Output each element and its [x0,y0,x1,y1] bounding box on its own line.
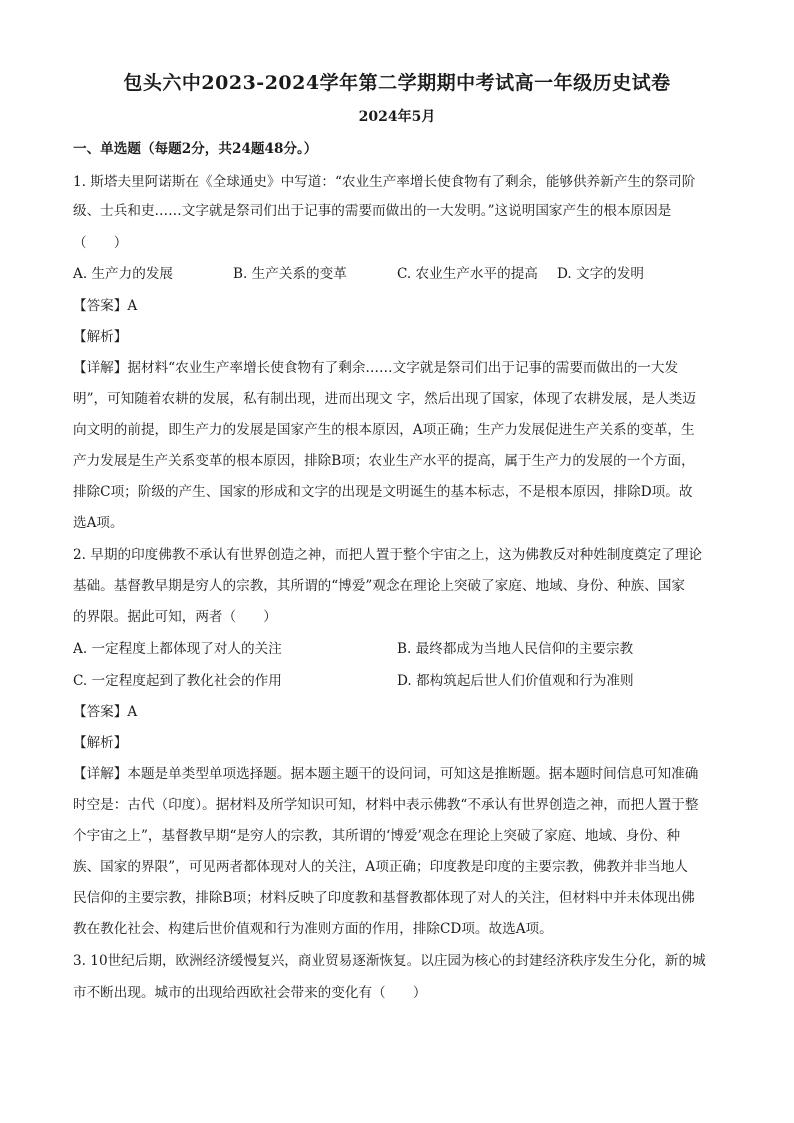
q2-stem-line-1: 2. 早期的印度佛教不承认有世界创造之神，而把人置于整个宇宙之上，这为佛教反对种姓制度奠定了理论 [73,547,703,563]
q1-option-a: A. 生产力的发展 [73,266,174,282]
q2-detail-line-4: 族、国家的界限”，可见两者都体现对人的关注，A项正确；印度教是印度的主要宗教，佛教并非当地人 [73,859,688,875]
q1-detail-line-6: 选A项。 [73,515,124,531]
q3-stem-line-2: 市不断出现。城市的出现给西欧社会带来的变化有（ ） [73,985,427,1001]
q2-stem-line-3: 的界限。据此可知，两者（ ） [73,609,277,625]
exam-title: 包头六中2023-2024学年第二学期期中考试高一年级历史试卷 [123,72,671,94]
q1-option-b: B. 生产关系的变革 [233,266,347,282]
q1-option-d: D. 文字的发明 [557,266,645,282]
q2-answer: 【答案】A [73,704,138,720]
q3-stem-line-1: 3. 10世纪后期，欧洲经济缓慢复兴，商业贸易逐渐恢复。以庄园为核心的封建经济秩序发生分化，新的城 [73,953,706,969]
q2-option-b: B. 最终都成为当地人民信仰的主要宗教 [397,641,634,657]
q1-detail-line-1: 【详解】据材料“农业生产率增长使食物有了剩余……文字就是祭司们出于记事的需要而做出的一大发 [73,360,679,376]
q2-option-c: C. 一定程度起到了教化社会的作用 [73,673,282,689]
q1-detail-line-3: 向文明的前提，即生产力的发展是国家产生的根本原因，A项正确；生产力发展促进生产关系的变革，生 [73,422,695,438]
exam-date: 2024年5月 [358,109,436,125]
q2-analysis-label: 【解析】 [73,735,128,751]
q1-option-c: C. 农业生产水平的提高 [397,266,538,282]
q1-answer: 【答案】A [73,298,138,314]
q2-detail-line-3: 个宇宙之上”，基督教早期“是穷人的宗教，其所谓的‘博爱’观念在理论上突破了家庭、地域、身份、种 [73,828,681,844]
q2-detail-line-1: 【详解】本题是单类型单项选择题。据本题主题干的设问词，可知这是推断题。据本题时间信息可知准确 [73,766,699,782]
q1-detail-line-5: 排除C项；阶级的产生、国家的形成和文字的出现是文明诞生的基本标志，不是根本原因，排除D项。故 [73,484,693,500]
q2-detail-line-6: 教在教化社会、构建后世价值观和行为准则方面的作用，排除CD项。故选A项。 [73,921,553,937]
q2-stem-line-2: 基础。基督教早期是穷人的宗教，其所谓的“博爱”观念在理论上突破了家庭、地域、身份、种族、国家 [73,578,686,594]
q1-detail-line-2: 明”，可知随着农耕的发展，私有制出现，进而出现文 字，然后出现了国家，体现了农耕发展，是人类迈 [73,391,696,407]
q2-option-a: A. 一定程度上都体现了对人的关注 [73,641,282,657]
q2-option-d: D. 都构筑起后世人们价值观和行为准则 [397,673,634,689]
q2-detail-line-2: 时空是：古代（印度）。据材料及所学知识可知，材料中表示佛教“不承认有世界创造之神，而把人置于整 [73,797,699,813]
q1-analysis-label: 【解析】 [73,329,128,345]
section-heading: 一、单选题（每题2分，共24题48分。） [73,141,318,157]
q2-detail-line-5: 民信仰的主要宗教，排除B项；材料反映了印度教和基督教都体现了对人的关注，但材料中并未体现出佛 [73,890,695,906]
q1-stem-line-3: （ ） [73,235,128,251]
q1-detail-line-4: 产力发展是生产关系变革的根本原因，排除B项；农业生产水平的提高，属于生产力的发展的一个方面， [73,453,695,469]
q1-stem-line-1: 1. 斯塔夫里阿诺斯在《全球通史》中写道：“农业生产率增长使食物有了剩余，能够供养新产生的祭司阶 [73,174,696,190]
q1-stem-line-2: 级、士兵和吏……文字就是祭司们出于记事的需要而做出的一大发明。”这说明国家产生的根本原因是 [73,203,672,219]
